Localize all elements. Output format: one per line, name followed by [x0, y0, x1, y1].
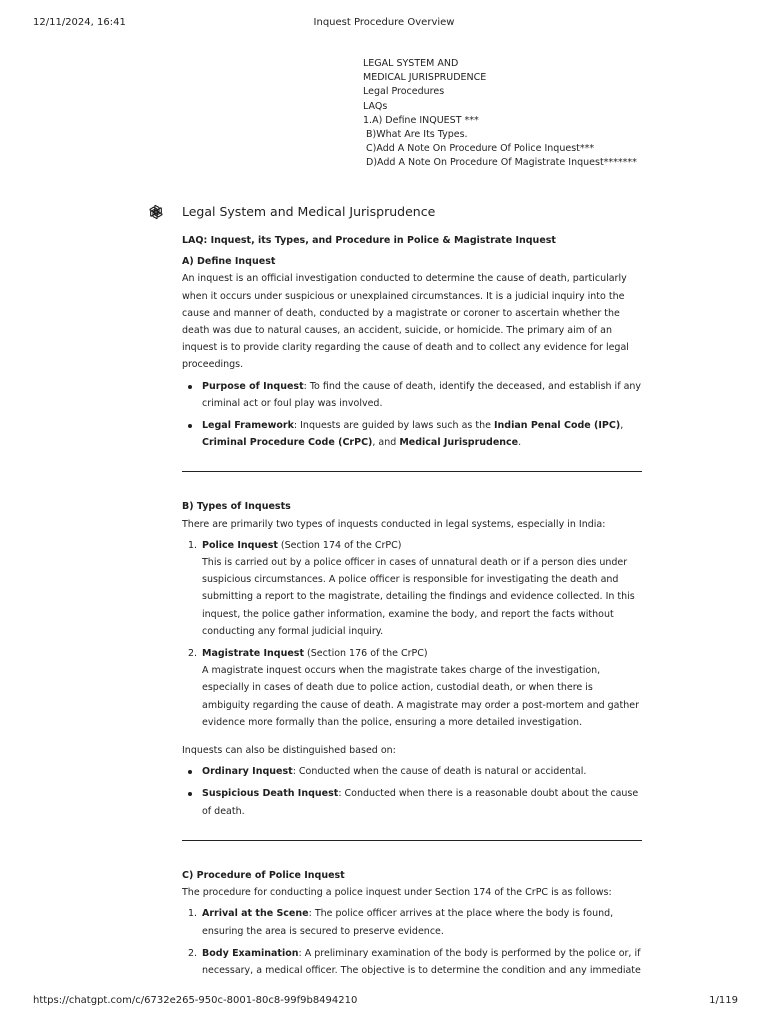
section-c-title: C) Procedure of Police Inquest: [182, 869, 345, 881]
section-b-numbered-list: [182, 537, 642, 731]
item-text: A magistrate inquest occurs when the magistrate takes charge of the investigation, especially in cases of death due to police action, custodial death, or when there is ambiguity regarding the cause of death. A magistrate may order a post-mortem and gather evidence more formally than the police, ensuring a more detailed investigation.: [202, 665, 639, 728]
list-item: [202, 378, 642, 412]
user-message: [363, 57, 637, 171]
section-a-title: A) Define Inquest: [182, 256, 276, 268]
print-header: [0, 17, 768, 31]
bold-term: Medical Jurisprudence: [399, 437, 519, 449]
bullet-text: , and: [372, 437, 400, 449]
item-subtitle: (Section 176 of the CrPC): [304, 648, 428, 660]
item-label: Police Inquest: [202, 539, 278, 551]
list-number: 2.: [188, 648, 198, 660]
bullet-text: ,: [620, 420, 624, 432]
section-b-intro: There are primarily two types of inquests conducted in legal systems, especially in India:: [182, 518, 606, 530]
item-text: : The police officer arrives at the place where the body is found, ensuring the area is secured to preserve evidence.: [202, 908, 614, 937]
bullet-text: .: [518, 437, 522, 449]
list-number: 1.: [188, 908, 198, 920]
page-url: https://chatgpt.com/c/6732e265-950c-8001-80c8-99f9b8494210: [33, 995, 358, 1006]
bullet-label: Suspicious Death Inquest: [202, 788, 339, 800]
bullet-text: : To find the cause of death, identify the deceased, and establish if any criminal act or foul play was involved.: [202, 380, 642, 409]
list-number: 1.: [188, 539, 198, 551]
list-item: [202, 785, 642, 819]
section-divider: [182, 840, 642, 841]
section-c-intro: The procedure for conducting a police inquest under Section 174 of the CrPC is as follows:: [182, 887, 612, 899]
bullet-text: : Conducted when the cause of death is natural or accidental.: [292, 766, 587, 778]
section-b-title: B) Types of Inquests: [182, 501, 291, 513]
user-message-line: Legal Procedures: [363, 86, 445, 98]
list-item: [202, 417, 642, 451]
list-item: [188, 905, 642, 939]
user-message-line: MEDICAL JURISPRUDENCE: [363, 72, 487, 84]
bullet-label: Ordinary Inquest: [202, 766, 293, 778]
print-page-title: Inquest Procedure Overview: [313, 17, 455, 28]
print-datetime: 12/11/2024, 16:41: [33, 17, 126, 28]
item-text: : A preliminary examination of the body is performed by the police or, if necessary, a medical officer. The objective is to determine the condition and any immediate: [202, 947, 641, 976]
page-number: 1/119: [709, 995, 738, 1006]
section-c-numbered-list: [182, 905, 642, 979]
item-subtitle: (Section 174 of the CrPC): [277, 539, 402, 551]
laq-title: LAQ: Inquest, its Types, and Procedure in Police & Magistrate Inquest: [182, 235, 556, 246]
bullet-text: : Inquests are guided by laws such as the: [293, 420, 494, 432]
item-label: Magistrate Inquest: [202, 648, 305, 660]
chatgpt-logo-icon: [147, 203, 165, 221]
list-item: [188, 945, 642, 979]
bold-term: Criminal Procedure Code (CrPC): [202, 437, 373, 449]
section-a-bullets: [182, 378, 642, 452]
bullet-label: Purpose of Inquest: [202, 380, 304, 392]
user-message-line: LEGAL SYSTEM AND: [363, 58, 459, 69]
section-b-bullets: [182, 763, 642, 820]
item-label: Arrival at the Scene: [202, 908, 309, 920]
list-number: 2.: [188, 947, 198, 959]
item-label: Body Examination: [202, 947, 299, 959]
distinguish-text: Inquests can also be distinguished based on:: [182, 745, 396, 757]
section-a-paragraph: An inquest is an official investigation conducted to determine the cause of death, particularly when it occurs under suspicious or unexplained circumstances. It is a judicial inquiry into the cause and manner of death, conducted by a magistrate or coroner to ascertain whether the death was due to natural causes, an accident, suicide, or homicide. The primary aim of an inquest is to provide clarity regarding the cause of death and to collect any evidence for legal proceedings.: [182, 273, 629, 371]
user-message-line: C)Add A Note On Procedure Of Police Inquest***: [363, 143, 595, 155]
list-item: [188, 645, 642, 731]
list-item: [202, 763, 642, 780]
user-message-line: 1.A) Define INQUEST ***: [363, 114, 479, 126]
bullet-label: Legal Framework: [202, 420, 294, 432]
response-heading: Legal System and Medical Jurisprudence: [182, 204, 436, 219]
bullet-text: : Conducted when there is a reasonable doubt about the cause of death.: [202, 788, 639, 817]
item-text: This is carried out by a police officer in cases of unnatural death or if a person dies under suspicious circumstances. A police officer is responsible for investigating the death and submitting a report to the magistrate, detailing the findings and evidence collected. In this inquest, the police gather information, examine the body, and report the facts without conducting any formal judicial inquiry.: [202, 557, 635, 637]
user-message-line: LAQs: [363, 100, 388, 112]
list-item: [188, 537, 642, 640]
user-message-line: B)What Are Its Types.: [363, 129, 468, 141]
user-message-line: D)Add A Note On Procedure Of Magistrate Inquest*******: [363, 157, 637, 169]
section-divider: [182, 471, 642, 472]
bold-term: Indian Penal Code (IPC): [494, 420, 621, 432]
assistant-message: [182, 203, 642, 984]
